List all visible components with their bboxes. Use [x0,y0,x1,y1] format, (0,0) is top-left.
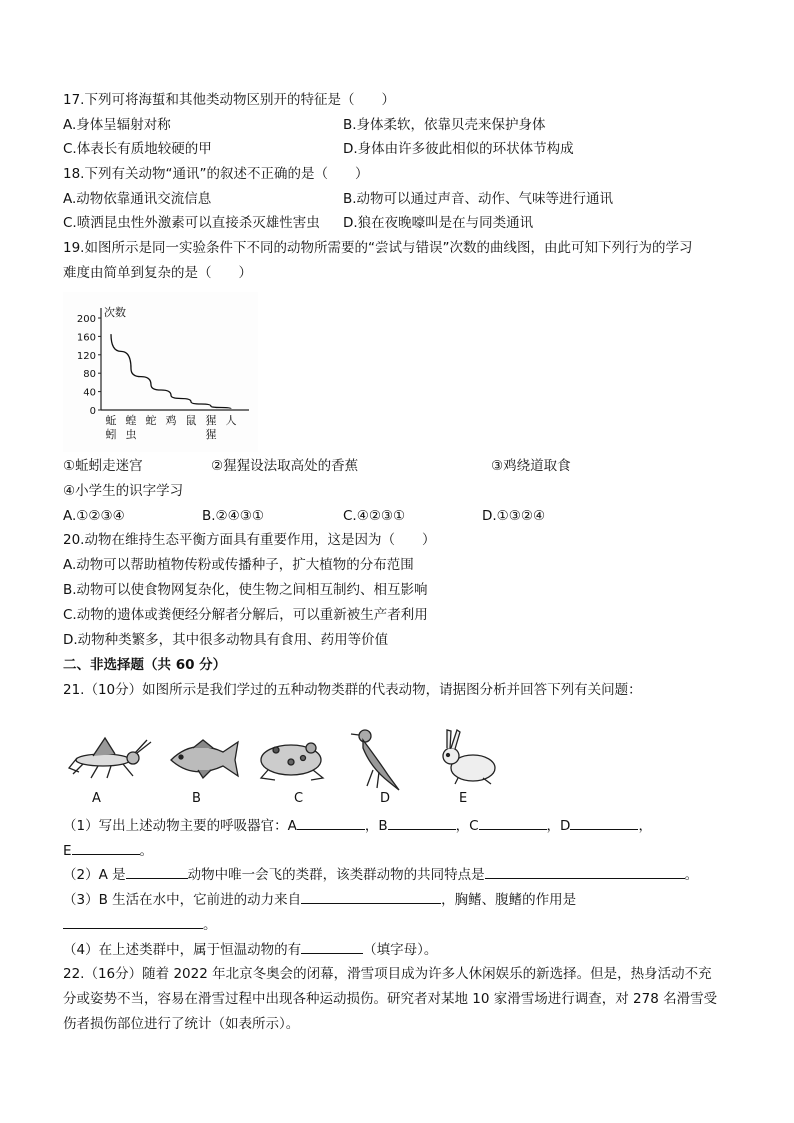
y-tick-label: 200 [76,314,96,325]
frog-figure [261,743,323,780]
q21-part1-d: ，D [546,818,571,834]
x-tick-label: 鸡 [165,414,177,427]
q18-option-a: A.动物依靠通讯交流信息 [63,191,212,207]
q18-option-c: C.喷洒昆虫性外激素可以直接杀灭雄性害虫 [63,215,320,231]
q20-stem: 20.动物在维持生态平衡方面具有重要作用，这是因为（ ） [63,532,436,548]
animal-label-e: E [459,791,468,806]
answer-blank-b[interactable] [388,815,456,830]
q21-part2-b: 动物中唯一会飞的类群，该类群动物的共同特点是 [187,867,485,883]
q21-part1-end: ， [638,818,652,834]
answer-blank-e[interactable] [72,840,140,855]
x-tick-label: 猩 [205,414,217,427]
animal-label-d: D [380,791,391,806]
y-tick-label: 40 [83,387,96,399]
q21-part3-b: ，胸鳍、腹鳍的作用是 [441,892,577,908]
q21-part1-period: 。 [139,843,154,859]
q21-part1-e: E [63,843,72,859]
x-tick-label-line2: 蚓 [105,428,117,441]
q19-option-c: C.④②③① [343,508,406,524]
answer-blank-2b[interactable] [485,864,685,879]
answer-blank-4[interactable] [301,939,363,954]
x-tick-label: 蝗 [125,414,137,427]
answer-blank-a[interactable] [297,815,365,830]
animal-label-b: B [192,791,201,806]
fish-figure [171,740,238,778]
section-title: 二、非选择题（共 60 分） [63,657,227,673]
q21-stem: 21.（10分）如图所示是我们学过的五种动物类群的代表动物，请据图分析并回答下列有关问题： [63,682,642,698]
y-tick-label: 120 [76,350,96,362]
q18-option-b: B.动物可以通过声音、动作、气味等进行通讯 [343,191,614,207]
learning-trials-chart [63,292,258,452]
y-tick-label: 80 [83,369,96,381]
q19-stem-line2: 难度由简单到复杂的是（ ） [63,265,252,281]
answer-blank-d[interactable] [570,815,638,830]
series-line [111,334,231,409]
q20-option-d: D.动物种类繁多，其中很多动物具有食用、药用等价值 [63,632,389,648]
q19-item-4: ④小学生的识字学习 [63,483,184,499]
q17-option-d: D.身体由许多彼此相似的环状体节构成 [343,141,574,157]
q19-item-3: ③鸡绕道取食 [491,458,571,474]
q21-part2-end: 。 [684,867,699,883]
q17-stem: 17.下列可将海蜇和其他类动物区别开的特征是（ ） [63,92,395,108]
x-tick-label: 蛇 [145,414,157,427]
q18-stem: 18.下列有关动物“通讯”的叙述不正确的是（ ） [63,166,369,182]
answer-blank-3b[interactable] [63,914,203,929]
animal-label-a: A [92,791,101,806]
q21-part1-c: ，C [455,818,479,834]
q20-option-a: A.动物可以帮助植物传粉或传播种子，扩大植物的分布范围 [63,557,414,573]
animal-label-c: C [294,791,304,806]
y-axis-label: 次数 [104,306,126,319]
q22-line1: 22.（16分）随着 2022 年北京冬奥会的闭幕，滑雪项目成为许多人休闲娱乐的新选择。但是，热身活动不充 [63,966,712,982]
x-tick-label-line2: 虫 [125,428,137,441]
answer-blank-2a[interactable] [126,864,188,879]
x-tick-label: 鼠 [185,414,197,427]
answer-blank-3a[interactable] [301,889,441,904]
x-tick-label: 人 [225,414,237,427]
q20-option-c: C.动物的遗体或粪便经分解者分解后，可以重新被生产者利用 [63,607,428,623]
q21-part4-b: （填字母）。 [363,942,438,958]
q21-part1-prefix: （1）写出上述动物主要的呼吸器官：A [63,818,297,834]
q17-option-c: C.体表长有质地较硬的甲 [63,141,212,157]
q21-part3-a: （3）B 生活在水中，它前进的动力来自 [63,892,302,908]
q21-part4-a: （4）在上述类群中，属于恒温动物的有 [63,942,302,958]
q21-part2 [63,864,698,885]
q19-stem-line1: 19.如图所示是同一实验条件下不同的动物所需要的“尝试与错误”次数的曲线图，由此可知下列行为的学习 [63,240,693,256]
q21-part1-b: ，B [364,818,388,834]
q21-part1-cont [63,840,153,861]
q19-option-a: A.①②③④ [63,508,125,524]
q18-option-d: D.狼在夜晚嚎叫是在与同类通讯 [343,215,534,231]
q19-option-d: D.①③②④ [482,508,546,524]
x-tick-label: 蚯 [105,414,117,427]
q20-option-b: B.动物可以使食物网复杂化，使生物之间相互制约、相互影响 [63,582,428,598]
grasshopper-figure [69,738,151,778]
x-tick-label-line2: 猩 [205,428,217,441]
q17-option-b: B.身体柔软，依靠贝壳来保护身体 [343,117,546,133]
q21-part3 [63,889,576,910]
q21-part1 [63,815,652,836]
y-tick-label: 0 [89,406,96,417]
q21-part3-cont [63,914,217,935]
q21-part2-a: （2）A 是 [63,867,126,883]
bird-figure [351,730,399,790]
q22-line3: 伤者损伤部位进行了统计（如表所示）。 [63,1016,300,1032]
answer-blank-c[interactable] [479,815,547,830]
q21-part3-end: 。 [203,917,217,933]
q17-option-a: A.身体呈辐射对称 [63,117,171,133]
q22-line2: 分或姿势不当，容易在滑雪过程中出现各种运动损伤。研究者对某地 10 家滑雪场进行调查，对 278 名滑雪受 [63,991,718,1007]
q19-option-b: B.②④③① [202,508,264,524]
q19-item-1: ①蚯蚓走迷宫 [63,458,143,474]
y-tick-label: 160 [76,332,96,344]
q21-part4 [63,939,437,960]
q19-item-2: ②猩猩设法取高处的香蕉 [211,458,359,474]
rabbit-figure [443,730,495,784]
